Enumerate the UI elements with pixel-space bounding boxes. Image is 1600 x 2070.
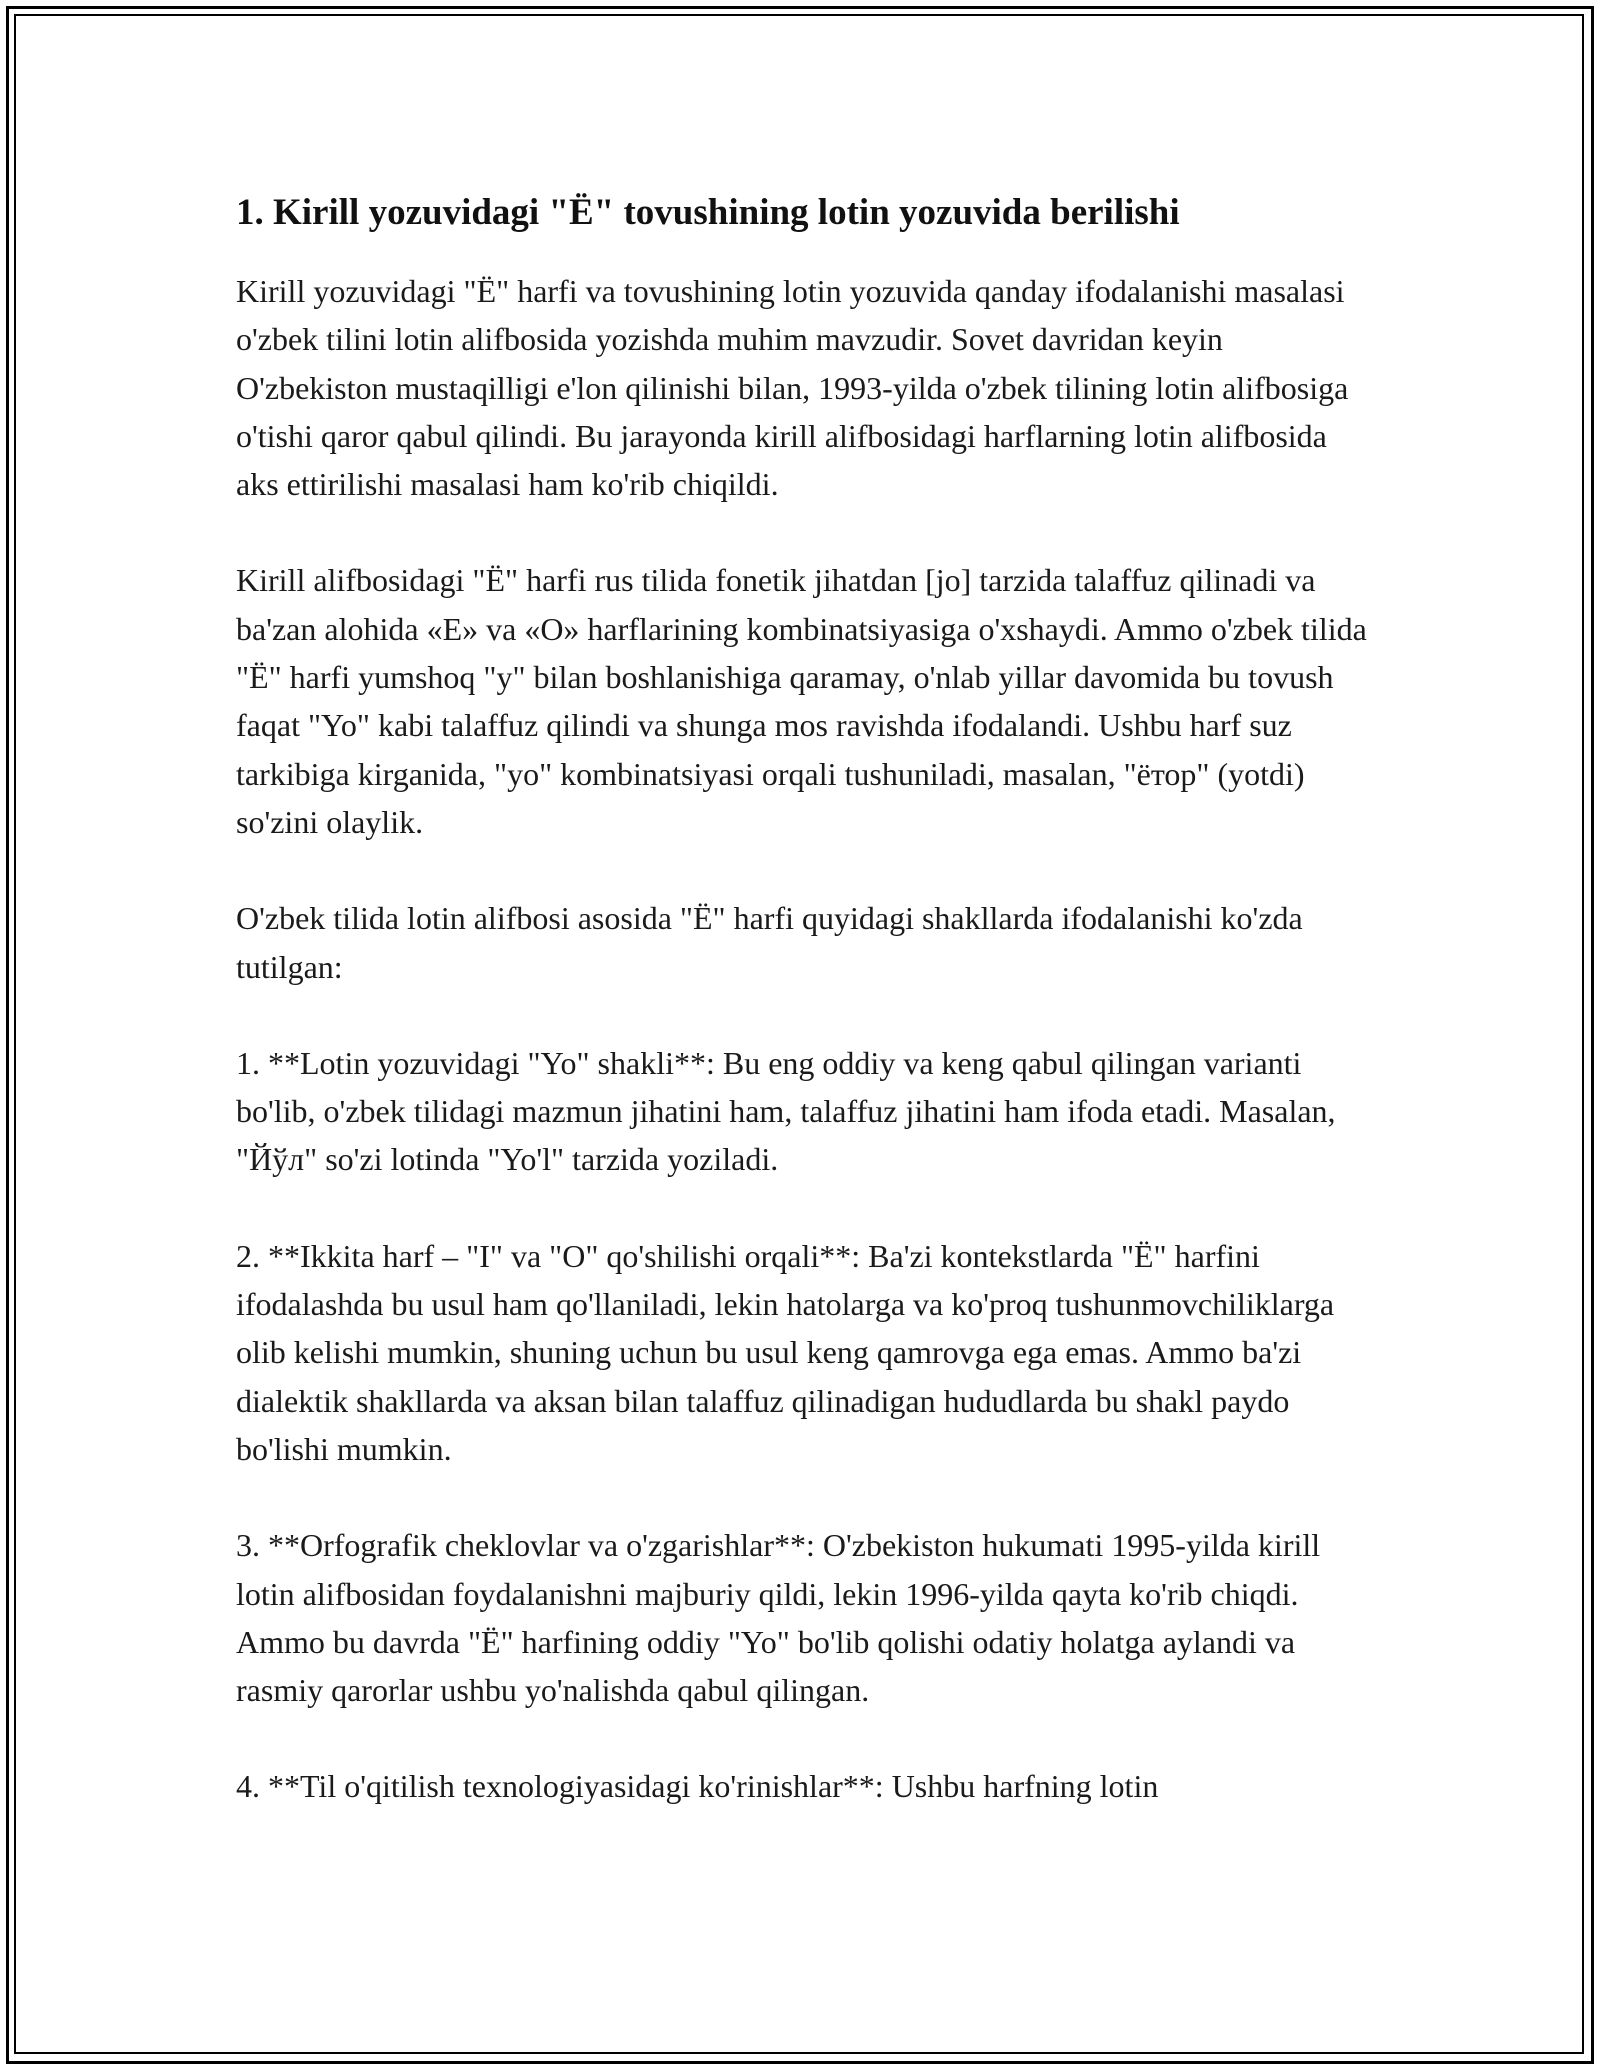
list-item-1: 1. **Lotin yozuvidagi "Yo" shakli**: Bu eng oddiy va keng qabul qilingan varianti bo'lib, o'zbek tilidagi mazmun jihatini ham, talaffuz jihatini ham ifoda etadi. Masalan, "Йўл" so'zi lotinda "Yo'l" tarzida yoziladi. <box>236 1044 1336 1178</box>
paragraph-intro: Kirill yozuvidagi "Ë" harfi va tovushining lotin yozuvida qanday ifodalanishi masalasi o'zbek tilini lotin alifbosida yozishda muhim mavzudir. Sovet davridan keyin O'zbekiston mustaqilligi e'lon qilinishi bilan, 1993-yilda o'zbek tilining lotin alifbosiga o'tishi qaror qabul qilindi. Bu jarayonda kirill alifbosidagi harflarning lotin alifbosida aks ettirilishi masalasi ham ko'rib chiqildi. <box>236 273 1349 503</box>
document-body <box>236 185 1376 1811</box>
section-heading: 1. Kirill yozuvidagi "Ë" tovushining lotin yozuvida berilishi <box>236 192 1180 233</box>
paragraph-forms-intro: O'zbek tilida lotin alifbosi asosida "Ë" harfi quyidagi shakllarda ifodalanishi ko'zda tutilgan: <box>236 900 1303 985</box>
list-item-3: 3. **Orfografik cheklovlar va o'zgarishlar**: O'zbekiston hukumati 1995-yilda kirill lotin alifbosidan foydalanishni majburiy qildi, lekin 1996-yilda qayta ko'rib chiqdi. Ammo bu davrda "Ë" harfining oddiy "Yo" bo'lib qolishi odatiy holatga aylandi va rasmiy qarorlar ushbu yo'nalishda qabul qilingan. <box>236 1527 1321 1709</box>
list-item-4: 4. **Til o'qitilish texnologiyasidagi ko'rinishlar**: Ushbu harfning lotin <box>236 1768 1159 1805</box>
paragraph-phonetics: Kirill alifbosidagi "Ë" harfi rus tilida fonetik jihatdan [jo] tarzida talaffuz qilinadi va ba'zan alohida «E» va «O» harflarining kombinatsiyasiga o'xshaydi. Ammo o'zbek tilida "Ë" harfi yumshoq "y" bilan boshlanishiga qaramay, o'nlab yillar davomida bu tovush faqat "Yo" kabi talaffuz qilindi va shunga mos ravishda ifodalandi. Ushbu harf suz tarkibiga kirganida, "yo" kombinatsiyasi orqali tushuniladi, masalan, "ётор" (yotdi) so'zini olaylik. <box>236 562 1367 840</box>
list-item-2: 2. **Ikkita harf – "I" va "O" qo'shilishi orqali**: Ba'zi kontekstlarda "Ë" harfini ifodalashda bu usul ham qo'llaniladi, lekin hatolarga va ko'proq tushunmovchiliklarga olib kelishi mumkin, shuning uchun bu usul keng qamrovga ega emas. Ammo ba'zi dialektik shakllarda va aksan bilan talaffuz qilinadigan hududlarda bu shakl paydo bo'lishi mumkin. <box>236 1237 1335 1467</box>
